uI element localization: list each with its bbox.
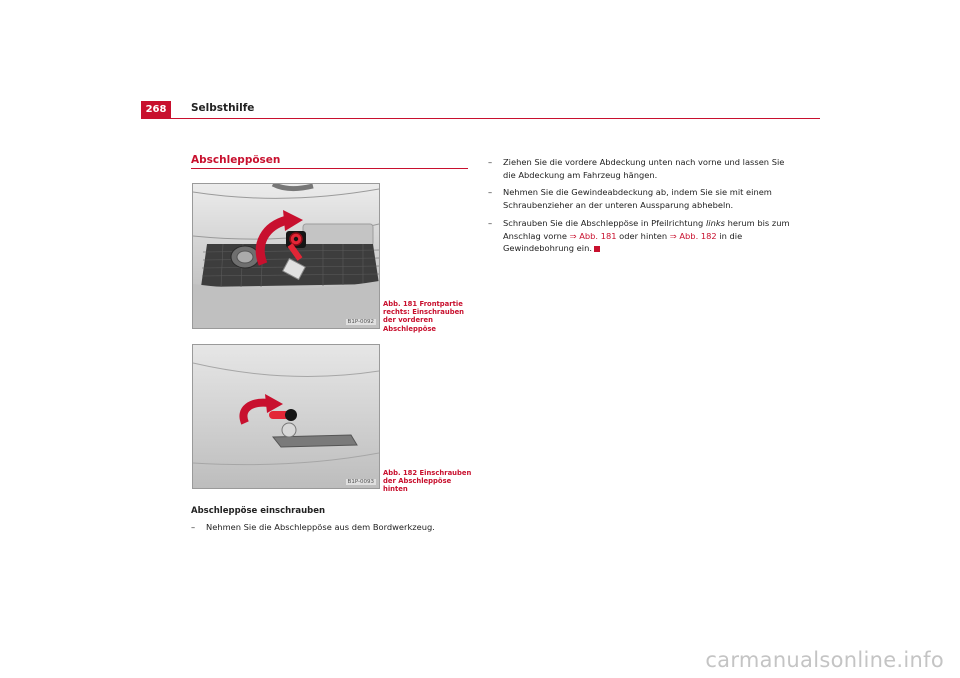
figure-rear-tow-eye (192, 344, 380, 489)
instruction-step (488, 156, 795, 181)
step-text: Nehmen Sie die Abschleppöse aus dem Bordwerkzeug. (206, 522, 435, 532)
direction-word: links (705, 218, 725, 228)
figure-front-tow-eye (192, 183, 380, 329)
section-title: Abschleppösen (191, 154, 281, 166)
subheading: Abschleppöse einschrauben (191, 506, 326, 516)
rear-bumper-illustration (193, 345, 379, 488)
section-divider (191, 168, 468, 169)
list-dash: – (488, 218, 493, 228)
figure-caption: Abb. 181 Frontpartie rechts: Einschrauben der vorderen Abschleppöse (383, 300, 465, 333)
figure-reference-link[interactable]: ⇒ Abb. 182 (669, 230, 717, 241)
front-bumper-illustration (193, 184, 379, 328)
instruction-step (191, 521, 496, 534)
figure-code: B1P-0093 (347, 479, 374, 485)
step-text: Nehmen Sie die Gewindeabdeckung ab, indem Sie sie mit einem Schraubenzieher an der unteren Aussparung abhebeln. (503, 187, 772, 210)
step-text: Ziehen Sie die vordere Abdeckung unten nach vorne und lassen Sie die Abdeckung am Fahrzeug hängen. (503, 157, 785, 180)
header-divider (141, 118, 820, 119)
instruction-step (488, 217, 795, 255)
page-header-title: Selbsthilfe (191, 102, 255, 114)
page-number: 268 (141, 101, 171, 118)
list-dash: – (488, 187, 493, 197)
watermark: carmanualsonline.info (705, 648, 944, 672)
instruction-step (488, 186, 795, 211)
figure-caption: Abb. 182 Einschrauben der Abschleppöse hinten (383, 469, 472, 494)
list-dash: – (191, 522, 196, 532)
step-text: Schrauben Sie die Abschleppöse in Pfeilrichtung links herum bis zum Anschlag vorne ⇒ Abb. 181 oder hinten ⇒ Abb. 182 in die Gewindebohrung ein. (503, 218, 790, 253)
figure-reference-link[interactable]: ⇒ Abb. 181 (569, 230, 617, 241)
figure-code: B1P-0092 (347, 319, 374, 325)
list-dash: – (488, 157, 493, 167)
end-of-section-marker (594, 246, 600, 252)
